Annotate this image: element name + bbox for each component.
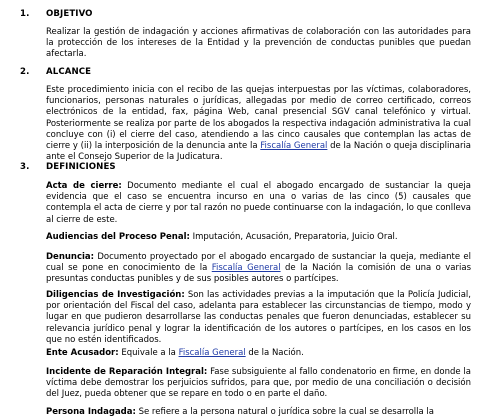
section-number: 3. [20, 162, 30, 172]
definition-text-before: Documento proyectado por el abogado encargado de sustanciar la queja, mediante el cual se pone en conocimiento de la [46, 252, 471, 274]
objetivo-paragraph: Realizar la gestión de indagación y acciones afirmativas de colaboración con las autoridades para la protección de los intereses de la Entidad y la prevención de conductas punibles que puedan afectarla. [46, 27, 471, 60]
section-heading-objetivo [20, 9, 93, 19]
fiscalia-general-link[interactable]: Fiscalía General [260, 141, 328, 152]
definition-term: Incidente de Reparación Integral: [46, 367, 208, 377]
definition-text: Imputación, Acusación, Preparatoria, Juicio Oral. [189, 232, 398, 242]
definition-text: Se refiere a la persona natural o jurídica sobre la cual se desarrolla la [135, 407, 435, 417]
definition-text-after: de la Nación la comisión de una o varias presuntas conductas punibles y de sus posibles autores o partícipes. [46, 263, 472, 285]
section-number: 2. [20, 67, 30, 77]
alcance-text-part1: Este procedimiento inicia con el recibo de las quejas interpuestas por las víctimas, colaboradores, funcionarios, personas naturales o jurídicas, allegadas por medio de correo certificado, correos electrónicos de la entidad, fax, página Web, canal presencial SGV canal telefónico y virtual. Posteriormente se realiza por parte de los abogados la respectiva indagación administrativa la cual concluye con (i) el cierre del caso, atendiendo a las cinco causales que contemplan las actas de cierre y (ii) la interposición de la denuncia ante la [46, 85, 471, 152]
section-heading-definiciones [20, 162, 116, 172]
section-number: 1. [20, 9, 30, 19]
section-title: DEFINICIONES [46, 162, 116, 172]
definition-ente-acusador [46, 348, 471, 359]
definition-term: Diligencias de Investigación: [46, 290, 185, 300]
definition-acta-de-cierre [46, 181, 471, 226]
definition-term: Acta de cierre: [46, 181, 122, 191]
fiscalia-general-link[interactable]: Fiscalía General [178, 348, 246, 358]
section-title: ALCANCE [46, 67, 92, 77]
alcance-text-part2: de la Nación o queja disciplinaria ante el Consejo Superior de la Judicatura. [46, 141, 472, 163]
definition-text: Son las actividades previas a la imputación que la Policía Judicial, por orientación del Fiscal del caso, adelanta para establecer las circunstancias de tiempo, modo y lugar en que pudieron desarrollarse las conductas penales que fueron denunciadas, establecer su relevancia jurídico penal y lograr la identificación de los autores o partícipes, en los casos en los que no estén identificados. [46, 290, 471, 345]
definition-text: Fase subsiguiente al fallo condenatorio en firme, en donde la víctima debe demostrar los perjuicios sufridos, para que, por medio de una conciliación o decisión del Juez, pueda obtener que se repare en todo o en parte el daño. [46, 367, 471, 400]
section-heading-alcance [20, 67, 91, 77]
definition-term: Persona Indagada: [46, 407, 136, 417]
fiscalia-general-link[interactable]: Fiscalía General [211, 263, 281, 274]
definition-text-after: de la Nación. [245, 348, 304, 358]
definition-term: Denuncia: [46, 252, 95, 262]
alcance-paragraph [46, 85, 471, 163]
section-title: OBJETIVO [46, 9, 93, 19]
definition-denuncia [46, 252, 471, 286]
definition-term: Audiencias del Proceso Penal: [46, 232, 190, 242]
definition-persona-indagada [46, 407, 471, 418]
definition-incidente [46, 367, 471, 401]
definition-text-before: Equivale a la [118, 348, 179, 358]
definition-diligencias [46, 290, 471, 346]
definition-term: Ente Acusador: [46, 348, 119, 358]
definition-text: Documento mediante el cual el abogado encargado de sustanciar la queja evidencia que el caso se encuentra incurso en una o varias de las cinco (5) causales que contempla el acta de cierre y por tal razón no puede continuarse con la indagación, lo que conlleva al cierre de este. [46, 181, 471, 225]
definition-audiencias [46, 232, 471, 243]
